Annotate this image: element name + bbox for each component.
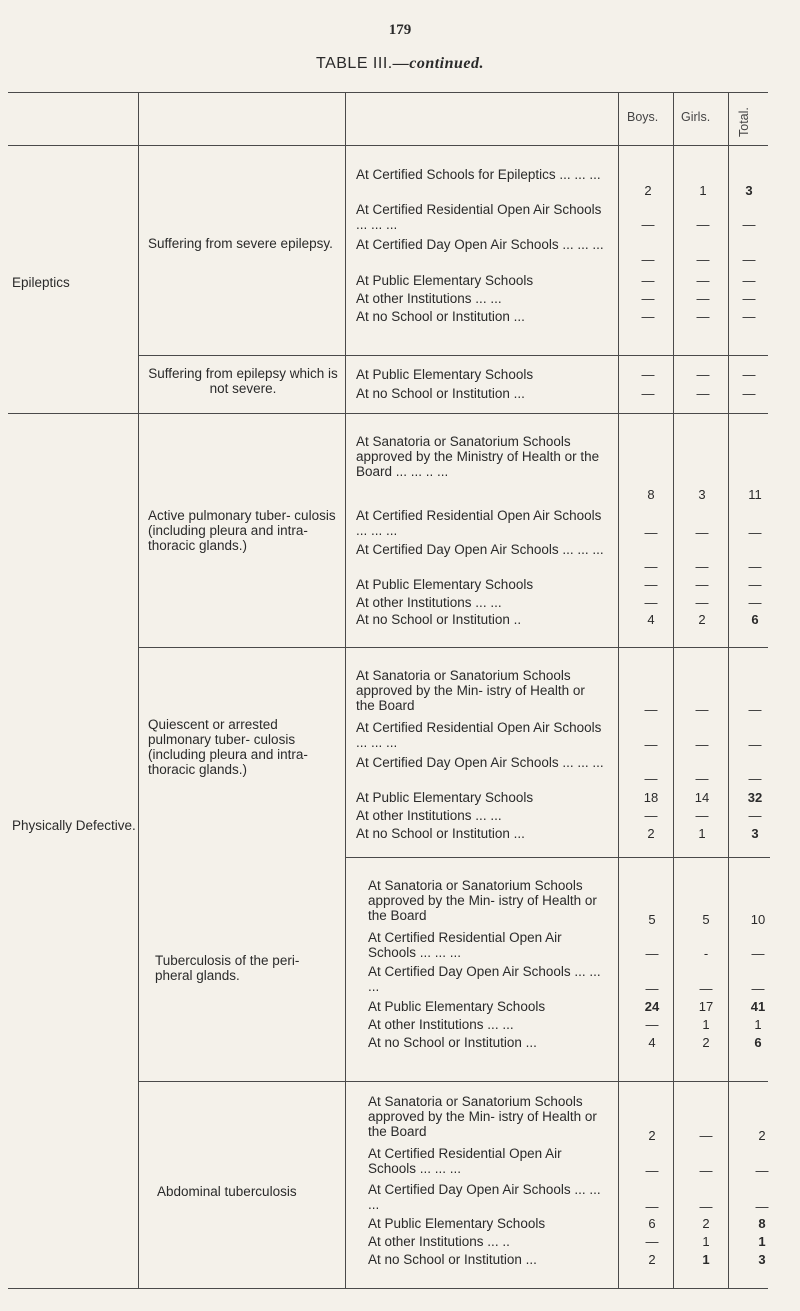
row-label: At Public Elementary Schools bbox=[368, 1216, 546, 1231]
row-label: At Sanatoria or Sanatorium Schools approved by the Min- istry of Health or the Board bbox=[368, 878, 597, 923]
row-girls: 2 bbox=[698, 612, 706, 627]
row-girls: 1 bbox=[702, 1252, 710, 1267]
row-girls: 2 bbox=[702, 1035, 710, 1050]
row-boys: 4 bbox=[647, 612, 655, 627]
row-girls: 3 bbox=[698, 487, 706, 502]
row-total: — bbox=[742, 309, 756, 324]
row-girls: 1 bbox=[702, 1017, 710, 1032]
row-total: — bbox=[748, 737, 762, 752]
row-boys: — bbox=[641, 252, 655, 267]
row-label: At Public Elementary Schools bbox=[368, 999, 546, 1014]
row-total: — bbox=[742, 217, 756, 232]
condition-non-severe-epilepsy: Suffering from epilepsy which is not severe. bbox=[148, 366, 338, 396]
header-boys: Boys. bbox=[627, 110, 659, 124]
row-girls: 17 bbox=[698, 999, 714, 1014]
row-total: — bbox=[751, 981, 765, 996]
row-label: At Certified Residential Open Air Schools ... ... ... bbox=[368, 930, 562, 960]
row-label: At Certified Day Open Air Schools ... ... ... bbox=[356, 542, 604, 557]
row-label: At Certified Day Open Air Schools ... ... ... bbox=[356, 237, 604, 252]
row-total: — bbox=[742, 252, 756, 267]
row-boys: — bbox=[645, 1017, 659, 1032]
row-total: — bbox=[748, 771, 762, 786]
condition-active-pulmonary: Active pulmonary tuber- culosis (including pleura and intra- thoracic glands.) bbox=[148, 508, 336, 553]
row-label: At no School or Institution ... bbox=[368, 1035, 537, 1050]
row-girls: — bbox=[695, 771, 709, 786]
row-label: At Certified Residential Open Air Schools ... ... ... bbox=[368, 1146, 562, 1176]
row-girls: — bbox=[696, 217, 710, 232]
row-boys: 8 bbox=[647, 487, 655, 502]
row-total: 10 bbox=[750, 912, 766, 927]
row-label: At Certified Day Open Air Schools ... ... ... bbox=[368, 1182, 601, 1212]
row-label: At Certified Residential Open Air Schools ... ... ... bbox=[356, 720, 602, 750]
row-girls: — bbox=[699, 1128, 713, 1143]
row-girls: — bbox=[696, 309, 710, 324]
row-total: — bbox=[755, 1199, 769, 1214]
row-total: 41 bbox=[750, 999, 766, 1014]
condition-severe-epilepsy: Suffering from severe epilepsy. bbox=[148, 236, 333, 251]
row-label: At Public Elementary Schools bbox=[356, 273, 534, 288]
row-total: — bbox=[748, 595, 762, 610]
row-total: — bbox=[748, 577, 762, 592]
row-total: — bbox=[751, 946, 765, 961]
row-total: 3 bbox=[751, 826, 759, 841]
row-label: At Public Elementary Schools bbox=[356, 790, 534, 805]
row-total: 8 bbox=[758, 1216, 766, 1231]
row-total: — bbox=[742, 386, 756, 401]
row-boys: — bbox=[644, 771, 658, 786]
row-girls: — bbox=[695, 577, 709, 592]
row-total: — bbox=[748, 808, 762, 823]
row-boys: 2 bbox=[648, 1252, 656, 1267]
row-total: 2 bbox=[758, 1128, 766, 1143]
row-total: 1 bbox=[754, 1017, 762, 1032]
row-girls: — bbox=[695, 808, 709, 823]
row-boys: 2 bbox=[644, 183, 652, 198]
row-total: — bbox=[742, 291, 756, 306]
row-boys: 4 bbox=[648, 1035, 656, 1050]
row-total: — bbox=[755, 1163, 769, 1178]
row-total: 3 bbox=[758, 1252, 766, 1267]
row-girls: 1 bbox=[699, 183, 707, 198]
row-girls: — bbox=[695, 559, 709, 574]
row-boys: — bbox=[644, 737, 658, 752]
row-label: At Certified Residential Open Air Schools ... ... ... bbox=[356, 508, 602, 538]
row-label: At no School or Institution ... bbox=[368, 1252, 537, 1267]
row-total: — bbox=[748, 702, 762, 717]
row-boys: — bbox=[641, 217, 655, 232]
condition-peripheral-glands: Tuberculosis of the peri- pheral glands. bbox=[155, 953, 300, 983]
row-girls: 1 bbox=[698, 826, 706, 841]
row-girls: 14 bbox=[694, 790, 710, 805]
row-label: At other Institutions ... ... bbox=[368, 1017, 514, 1032]
header-total: Total. bbox=[737, 107, 751, 137]
row-boys: — bbox=[644, 577, 658, 592]
row-total: 32 bbox=[747, 790, 763, 805]
row-boys: — bbox=[645, 1163, 659, 1178]
category-epileptics: Epileptics bbox=[12, 275, 70, 290]
row-total: 3 bbox=[745, 183, 753, 198]
row-label: At other Institutions ... ... bbox=[356, 595, 502, 610]
row-total: — bbox=[748, 559, 762, 574]
row-girls: — bbox=[695, 737, 709, 752]
row-boys: 6 bbox=[648, 1216, 656, 1231]
row-total: 6 bbox=[751, 612, 759, 627]
row-label: At other Institutions ... ... bbox=[356, 291, 502, 306]
row-boys: 18 bbox=[643, 790, 659, 805]
row-total: — bbox=[742, 367, 756, 382]
row-label: At Certified Day Open Air Schools ... ... ... bbox=[368, 964, 601, 994]
row-boys: — bbox=[644, 808, 658, 823]
row-girls: — bbox=[695, 702, 709, 717]
row-boys: 2 bbox=[647, 826, 655, 841]
condition-quiescent-pulmonary: Quiescent or arrested pulmonary tuber- culosis (including pleura and intra- thoracic glands.) bbox=[148, 717, 308, 777]
row-label: At Sanatoria or Sanatorium Schools approved by the Ministry of Health or the Board ... ... .. ... bbox=[356, 434, 600, 479]
table-title-suffix: —continued. bbox=[392, 55, 485, 72]
row-label: At other Institutions ... .. bbox=[368, 1234, 510, 1249]
row-girls: 1 bbox=[702, 1234, 710, 1249]
row-label: At Public Elementary Schools bbox=[356, 577, 534, 592]
page-number: 179 bbox=[388, 22, 412, 38]
row-label: At other Institutions ... ... bbox=[356, 808, 502, 823]
row-girls: — bbox=[696, 252, 710, 267]
row-label: At Certified Residential Open Air Schools ... ... ... bbox=[356, 202, 602, 232]
table-title bbox=[0, 55, 800, 73]
row-boys: — bbox=[641, 291, 655, 306]
row-boys: — bbox=[644, 702, 658, 717]
row-boys: — bbox=[645, 946, 659, 961]
row-girls: — bbox=[695, 595, 709, 610]
row-girls: — bbox=[699, 1163, 713, 1178]
row-boys: — bbox=[645, 1234, 659, 1249]
row-boys: — bbox=[641, 273, 655, 288]
row-total: — bbox=[742, 273, 756, 288]
row-girls: 2 bbox=[702, 1216, 710, 1231]
row-boys: — bbox=[644, 559, 658, 574]
row-boys: 2 bbox=[648, 1128, 656, 1143]
row-boys: — bbox=[644, 595, 658, 610]
row-boys: — bbox=[641, 386, 655, 401]
row-girls: — bbox=[699, 981, 713, 996]
row-boys: — bbox=[641, 309, 655, 324]
row-girls: — bbox=[696, 367, 710, 382]
row-label: At no School or Institution ... bbox=[356, 386, 525, 401]
row-girls: 5 bbox=[702, 912, 710, 927]
category-physically-defective: Physically Defective. bbox=[12, 818, 136, 833]
row-label: At no School or Institution ... bbox=[356, 826, 525, 841]
row-boys: 24 bbox=[644, 999, 660, 1014]
row-label: At no School or Institution .. bbox=[356, 612, 522, 627]
row-label: At no School or Institution ... bbox=[356, 309, 525, 324]
condition-abdominal: Abdominal tuberculosis bbox=[157, 1184, 297, 1199]
row-label: At Sanatoria or Sanatorium Schools approved by the Min- istry of Health or the Board bbox=[368, 1094, 597, 1139]
row-label: At Certified Schools for Epileptics ... ... ... bbox=[356, 167, 601, 182]
row-boys: — bbox=[641, 367, 655, 382]
row-girls: — bbox=[696, 273, 710, 288]
row-total: 6 bbox=[754, 1035, 762, 1050]
row-girls: — bbox=[695, 525, 709, 540]
row-girls: - bbox=[703, 946, 709, 961]
row-boys: — bbox=[645, 1199, 659, 1214]
row-label: At Sanatoria or Sanatorium Schools approved by the Min- istry of Health or the Board bbox=[356, 668, 585, 713]
row-girls: — bbox=[699, 1199, 713, 1214]
header-girls: Girls. bbox=[681, 110, 711, 124]
row-girls: — bbox=[696, 386, 710, 401]
row-total: — bbox=[748, 525, 762, 540]
row-boys: — bbox=[645, 981, 659, 996]
row-total: 1 bbox=[758, 1234, 766, 1249]
table-title-main: TABLE III. bbox=[315, 55, 393, 72]
row-boys: — bbox=[644, 525, 658, 540]
row-girls: — bbox=[696, 291, 710, 306]
row-label: At Certified Day Open Air Schools ... ... ... bbox=[356, 755, 604, 770]
row-boys: 5 bbox=[648, 912, 656, 927]
row-label: At Public Elementary Schools bbox=[356, 367, 534, 382]
row-total: 11 bbox=[748, 487, 762, 502]
